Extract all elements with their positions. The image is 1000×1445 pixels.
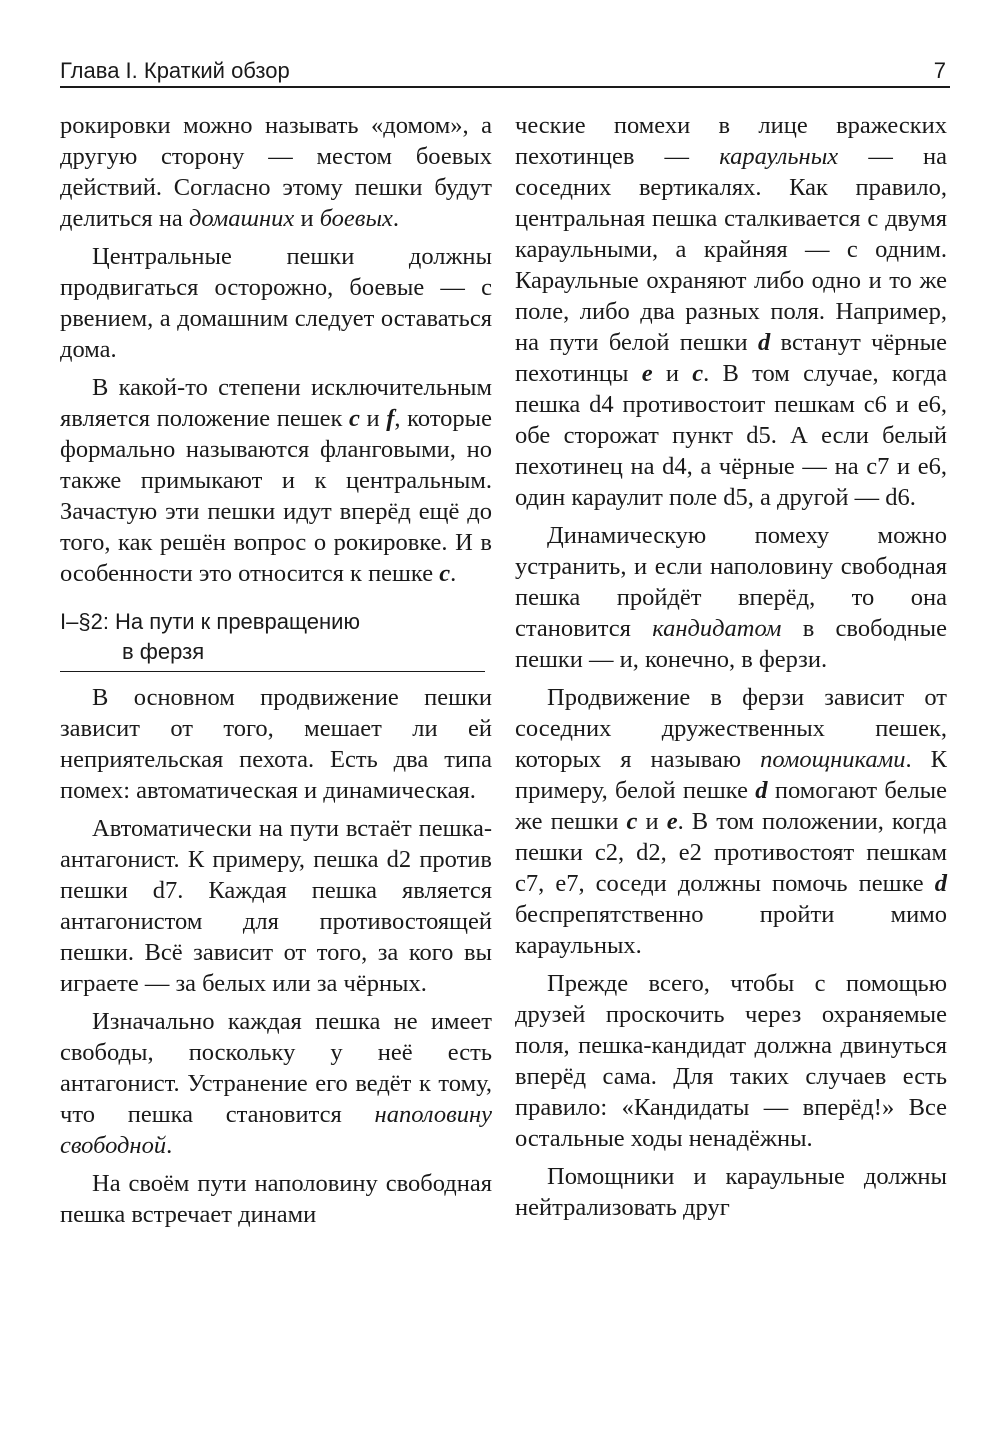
- paragraph: Динамическую помеху можно устранить, и если наполовину свободная пешка пройдёт вперёд, то она становится кандидатом в свободные пешки — и, конечно, в ферзи.: [515, 522, 947, 673]
- paragraph: Изначально каждая пешка не имеет свободы, поскольку у неё есть антагонист. Устранение его ведёт к тому, что пешка становится наполовину свободной.: [60, 1008, 492, 1159]
- paragraph: Помощники и караульные должны нейтрализовать друг: [515, 1163, 947, 1221]
- paragraph: ческие помехи в лице вражеских пехотинцев — караульных — на соседних вертикалях. Как правило, центральная пешка сталкивается с двумя караульными, а крайняя — с одним. Караульные охраняют либо одно и то же поле, либо два разных поля. Например, на пути белой пешки d встанут чёрные пехотинцы e и c. В том случае, когда пешка d4 противостоит пешкам c6 и e6, обе сторожат пункт d5. А если белый пехотинец на d4, а чёрные — на c7 и e6, один караулит поле d5, а другой — d6.: [515, 112, 947, 511]
- right-column: [515, 110, 947, 1223]
- paragraph: На своём пути наполовину свободная пешка встречает динами: [60, 1170, 492, 1228]
- paragraph: В основном продвижение пешки зависит от того, мешает ли ей неприятельская пехота. Есть два типа помех: автоматическая и динамическая.: [60, 684, 492, 804]
- chapter-title: Глава I. Краткий обзор: [60, 58, 290, 83]
- section-heading: [60, 607, 485, 672]
- section-heading-line1: I–§2: На пути к превращению: [60, 609, 360, 634]
- page-number: 7: [933, 58, 946, 83]
- paragraph: В какой-то степени исключительным является положение пешек c и f, которые формально называются фланговыми, но также примыкают и к центральным. Зачастую эти пешки идут вперёд ещё до того, как решён вопрос о рокировке. И в особенности это относится к пешке c.: [60, 374, 492, 587]
- running-header: [60, 56, 950, 88]
- left-column: [60, 110, 492, 1230]
- paragraph: Центральные пешки должны продвигаться осторожно, боевые — с рвением, а домашним следует оставаться дома.: [60, 243, 492, 363]
- paragraph: рокировки можно называть «домом», а другую сторону — местом боевых действий. Согласно этому пешки будут делиться на домашних и боевых.: [60, 112, 492, 232]
- paragraph: Прежде всего, чтобы с помощью друзей проскочить через охраняемые поля, пешка-кандидат должна двинуться вперёд сама. Для таких случаев есть правило: «Кандидаты — вперёд!» Все остальные ходы ненадёжны.: [515, 970, 947, 1152]
- paragraph: Продвижение в ферзи зависит от соседних дружественных пешек, которых я называю помощниками. К примеру, белой пешке d помогают белые же пешки c и e. В том положении, когда пешки c2, d2, e2 противостоят пешкам c7, e7, соседи должны помочь пешке d беспрепятственно пройти мимо караульных.: [515, 684, 947, 959]
- paragraph: Автоматически на пути встаёт пешка-антагонист. К примеру, пешка d2 против пешки d7. Каждая пешка является антагонистом для противостоящей пешки. Всё зависит от того, за кого вы играете — за белых или за чёрных.: [60, 815, 492, 997]
- section-heading-line2: в ферзя: [122, 639, 205, 664]
